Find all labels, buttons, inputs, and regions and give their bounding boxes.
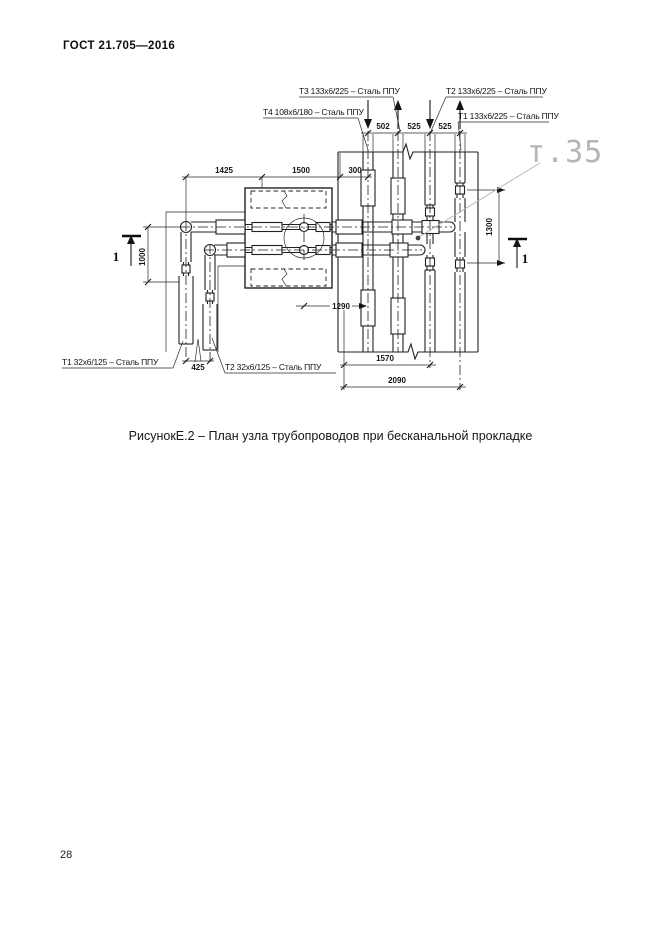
dimension-left-vertical [138, 224, 180, 285]
label-t2-top: Т2 133х6/225 – Сталь ППУ [446, 86, 547, 96]
dim-425: 425 [191, 363, 205, 372]
dim-2090: 2090 [388, 376, 406, 385]
dim-1500: 1500 [292, 166, 310, 175]
label-t3-top: Т3 133х6/225 – Сталь ППУ [299, 86, 400, 96]
dimension-425 [182, 358, 214, 372]
branch-leg-t2 [195, 255, 217, 362]
dim-1570: 1570 [376, 354, 394, 363]
section-number-right: 1 [521, 251, 529, 266]
watermark [416, 135, 604, 240]
chamber [245, 188, 332, 288]
dimension-top [361, 122, 467, 136]
label-t1-top: Т1 133х6/225 – Сталь ППУ [458, 111, 559, 121]
label-t1-bottom: Т1 32х6/125 – Сталь ППУ [62, 357, 159, 367]
figure-caption: РисунокЕ.2 – План узла трубопроводов при бесканальной прокладке [128, 429, 533, 443]
dim-525-a: 525 [407, 122, 421, 131]
section-mark-right [508, 238, 528, 268]
dimension-plan [182, 153, 372, 221]
section-mark-left [113, 235, 141, 266]
dim-300: 300 [348, 166, 362, 175]
dim-1425: 1425 [215, 166, 233, 175]
dim-1000: 1000 [138, 248, 147, 266]
watermark-leader-dot [416, 236, 421, 241]
watermark-text: т.35 [527, 135, 604, 170]
dim-1290: 1290 [332, 302, 350, 311]
dim-525-b: 525 [438, 122, 452, 131]
dim-502: 502 [376, 122, 390, 131]
label-t2-bottom: Т2 32х6/125 – Сталь ППУ [225, 362, 322, 372]
dim-1300: 1300 [485, 218, 494, 236]
dimension-1300 [467, 187, 505, 266]
label-t4-top: Т4 108х6/180 – Сталь ППУ [263, 107, 364, 117]
section-number-left: 1 [112, 249, 120, 264]
page-number: 28 [60, 849, 73, 861]
standard-number: ГОСТ 21.705—2016 [63, 40, 176, 52]
dimension-1290 [296, 302, 367, 311]
